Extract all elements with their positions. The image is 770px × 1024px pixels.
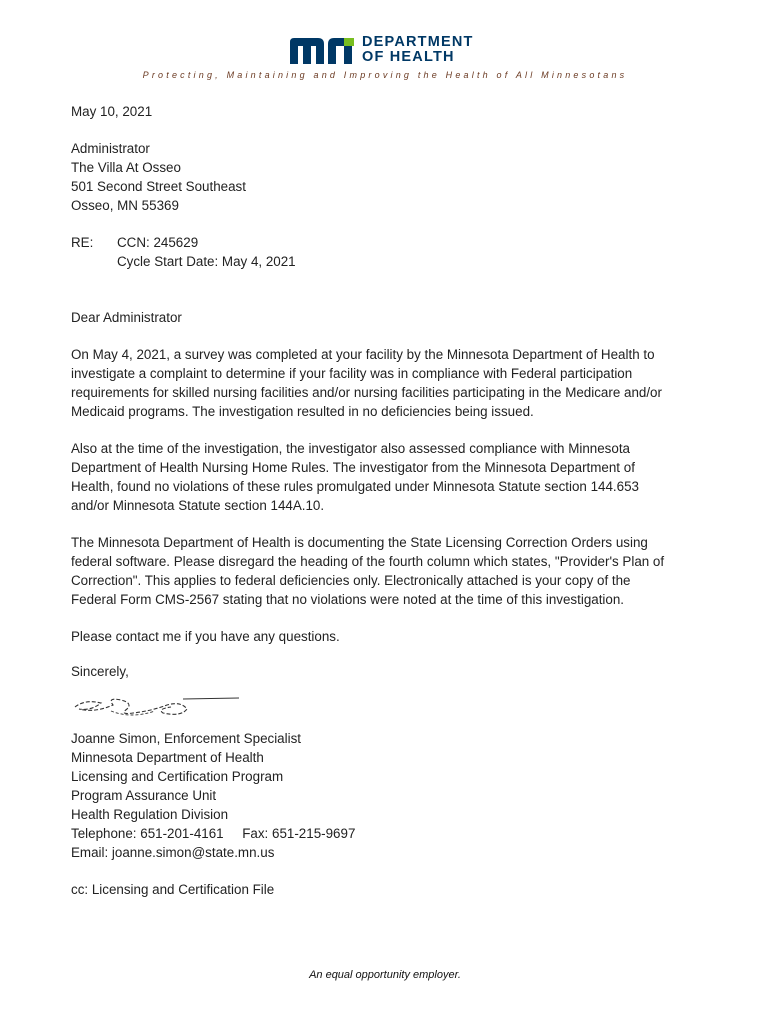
paragraph-line: Medicaid programs. The investigation resulted in no deficiencies being issued. (71, 404, 534, 419)
recipient-line: Administrator (71, 141, 150, 156)
paragraph-line: Also at the time of the investigation, the investigator also assessed compliance with Minnesota (71, 441, 630, 456)
tagline: Protecting, Maintaining and Improving the Health of All Minnesotans (142, 70, 628, 80)
paragraph-line: The Minnesota Department of Health is documenting the State Licensing Correction Orders using (71, 535, 648, 550)
signer-line: Licensing and Certification Program (71, 769, 284, 784)
recipient-line: The Villa At Osseo (71, 160, 181, 175)
recipient-line: 501 Second Street Southeast (71, 179, 246, 194)
signature-scribble-icon (71, 691, 251, 721)
department-logo (288, 32, 488, 68)
paragraph-2 (71, 439, 711, 515)
signer-line: Joanne Simon, Enforcement Specialist (71, 731, 301, 746)
logo-line-2: OF HEALTH (362, 49, 455, 65)
paragraph-line: Health, found no violations of these rules promulgated under Minnesota Statute section 144.653 (71, 479, 639, 494)
re-line: Cycle Start Date: May 4, 2021 (117, 254, 296, 269)
signer-line: Program Assurance Unit (71, 788, 217, 803)
signer-line: Telephone: 651-201-4161 Fax: 651-215-9697 (71, 826, 356, 841)
re-label: RE: (71, 235, 94, 250)
paragraph-line: and/or Minnesota Statute section 144A.10. (71, 498, 325, 513)
cc-line: cc: Licensing and Certification File (71, 882, 275, 897)
signer-line: Minnesota Department of Health (71, 750, 264, 765)
signer-block (71, 729, 711, 862)
paragraph-line: Department of Health Nursing Home Rules. The investigator from the Minnesota Department of (71, 460, 635, 475)
paragraph-line: investigate a complaint to determine if your facility was in compliance with Federal participation (71, 366, 633, 381)
footer-text: An equal opportunity employer. (309, 969, 461, 981)
letter-body (71, 102, 711, 899)
salutation: Dear Administrator (71, 310, 182, 325)
paragraph-line: requirements for skilled nursing facilities and/or nursing facilities participating in the Medicare and/or (71, 385, 662, 400)
logo-wordmark (362, 35, 474, 65)
recipient-line: Osseo, MN 55369 (71, 198, 179, 213)
letter-date: May 10, 2021 (71, 104, 153, 119)
paragraph-line: On May 4, 2021, a survey was completed at your facility by the Minnesota Department of Health to (71, 347, 655, 362)
paragraph-line: Federal Form CMS-2567 stating that no violations were noted at the time of this investigation. (71, 592, 625, 607)
letterhead (0, 32, 770, 84)
re-block (71, 233, 711, 271)
signer-line: Health Regulation Division (71, 807, 229, 822)
signer-email: Email: joanne.simon@state.mn.us (71, 845, 275, 860)
contact-line: Please contact me if you have any questions. (71, 629, 340, 644)
paragraph-line: federal software. Please disregard the heading of the fourth column which states, "Provider's Plan of (71, 554, 665, 569)
paragraph-3 (71, 533, 711, 609)
closing: Sincerely, (71, 664, 129, 679)
logo-line-1: DEPARTMENT (362, 34, 474, 50)
re-line: CCN: 245629 (117, 235, 199, 250)
paragraph-line: Correction". This applies to federal deficiencies only. Electronically attached is your copy of the (71, 573, 631, 588)
recipient-block (71, 139, 711, 215)
paragraph-1 (71, 345, 711, 421)
mn-logo-icon (288, 34, 356, 66)
signature-image (71, 691, 711, 721)
